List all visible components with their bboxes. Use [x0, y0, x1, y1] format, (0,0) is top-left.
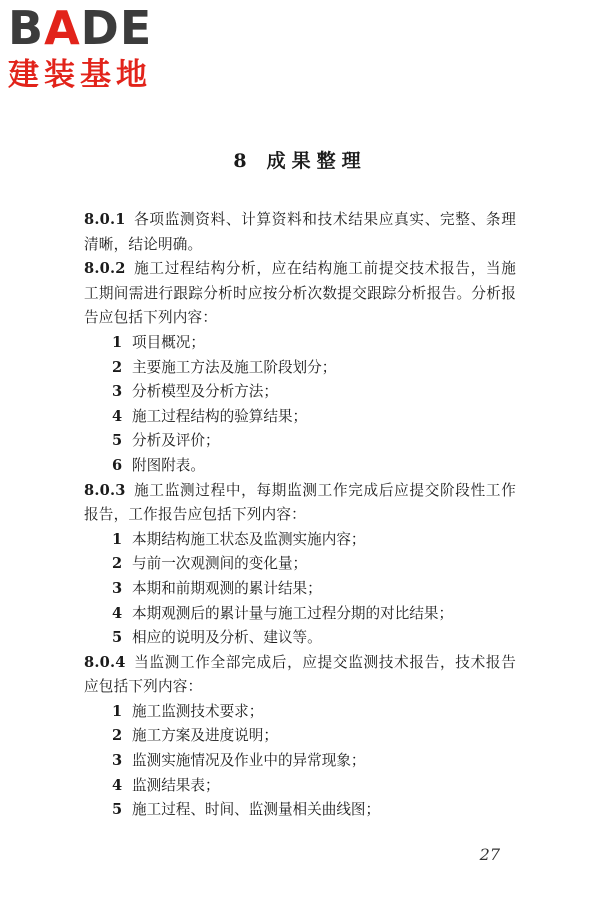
chapter-title-text: 成果整理 [266, 150, 367, 172]
list-item [84, 356, 516, 381]
section-text: 当监测工作全部完成后，应提交监测技术报告，技术报告应包括下列内容： [84, 653, 516, 696]
section-8-0-4 [84, 651, 516, 823]
section-number: 8.0.2 [84, 260, 126, 278]
logo-wordmark [8, 1, 178, 55]
logo-letters-de: DE [80, 1, 153, 55]
item-text: 监测实施情况及作业中的异常现象； [132, 752, 366, 770]
list-item [84, 454, 516, 479]
section-text: 施工过程结构分析，应在结构施工前提交技术报告，当施工期间需进行跟踪分析时应按分析次数提交跟踪分析报告。分析报告应包括下列内容： [84, 260, 516, 327]
item-number: 2 [112, 555, 123, 573]
section-8-0-1 [84, 208, 516, 257]
section-number: 8.0.1 [84, 211, 126, 228]
document-body [84, 208, 516, 823]
item-number: 5 [112, 801, 123, 819]
item-text: 项目概况； [132, 333, 205, 351]
list-item [84, 602, 516, 627]
item-text: 施工监测技术要求； [132, 702, 264, 720]
list-item [84, 774, 516, 799]
section-number: 8.0.3 [84, 481, 126, 499]
item-number: 3 [112, 579, 123, 597]
chapter-title [0, 146, 600, 173]
item-number: 3 [112, 383, 123, 401]
item-text: 施工过程、时间、监测量相关曲线图； [132, 801, 381, 819]
list-item [84, 380, 516, 405]
bade-logo [8, 1, 178, 96]
item-number: 5 [112, 432, 123, 450]
item-text: 施工方案及进度说明； [132, 727, 278, 745]
item-number: 3 [112, 752, 123, 770]
item-text: 附图附表。 [132, 456, 205, 474]
list-item [84, 798, 516, 823]
logo-letter-a: A [44, 1, 81, 55]
list-item [84, 405, 516, 430]
section-number: 8.0.4 [84, 653, 126, 671]
section-paragraph [84, 257, 516, 331]
item-number: 5 [112, 629, 123, 647]
item-text: 本期和前期观测的累计结果； [132, 579, 322, 597]
item-text: 施工过程结构的验算结果； [132, 407, 308, 425]
section-paragraph [84, 208, 516, 257]
section-8-0-2 [84, 257, 516, 478]
item-text: 分析模型及分析方法； [132, 383, 278, 401]
page-number: 27 [479, 845, 500, 864]
list-item [84, 528, 516, 553]
list-item [84, 700, 516, 725]
item-text: 本期观测后的累计量与施工过程分期的对比结果； [132, 604, 454, 622]
section-text: 施工监测过程中，每期监测工作完成后应提交阶段性工作报告，工作报告应包括下列内容： [84, 481, 516, 524]
list-item [84, 626, 516, 651]
item-number: 6 [112, 456, 123, 474]
chapter-number: 8 [233, 150, 253, 172]
item-text: 本期结构施工状态及监测实施内容； [132, 530, 366, 548]
item-text: 相应的说明及分析、建议等。 [132, 629, 322, 647]
item-number: 4 [112, 604, 123, 622]
list-item [84, 552, 516, 577]
item-text: 主要施工方法及施工阶段划分； [132, 358, 337, 376]
list-item [84, 724, 516, 749]
item-number: 1 [112, 530, 123, 548]
item-number: 2 [112, 727, 123, 745]
section-8-0-3 [84, 479, 516, 651]
item-number: 4 [112, 407, 123, 425]
logo-subtitle: 建装基地 [8, 57, 152, 93]
item-number: 1 [112, 702, 123, 720]
item-text: 分析及评价； [132, 432, 220, 450]
section-text: 各项监测资料、计算资料和技术结果应真实、完整、条理清晰，结论明确。 [84, 211, 516, 253]
item-text: 监测结果表； [132, 776, 220, 794]
list-item [84, 577, 516, 602]
item-text: 与前一次观测间的变化量； [132, 555, 308, 573]
item-number: 2 [112, 358, 123, 376]
section-paragraph [84, 479, 516, 528]
list-item [84, 331, 516, 356]
logo-letter-b: B [8, 1, 45, 55]
item-number: 4 [112, 776, 123, 794]
section-paragraph [84, 651, 516, 700]
list-item [84, 429, 516, 454]
list-item [84, 749, 516, 774]
item-number: 1 [112, 333, 123, 351]
